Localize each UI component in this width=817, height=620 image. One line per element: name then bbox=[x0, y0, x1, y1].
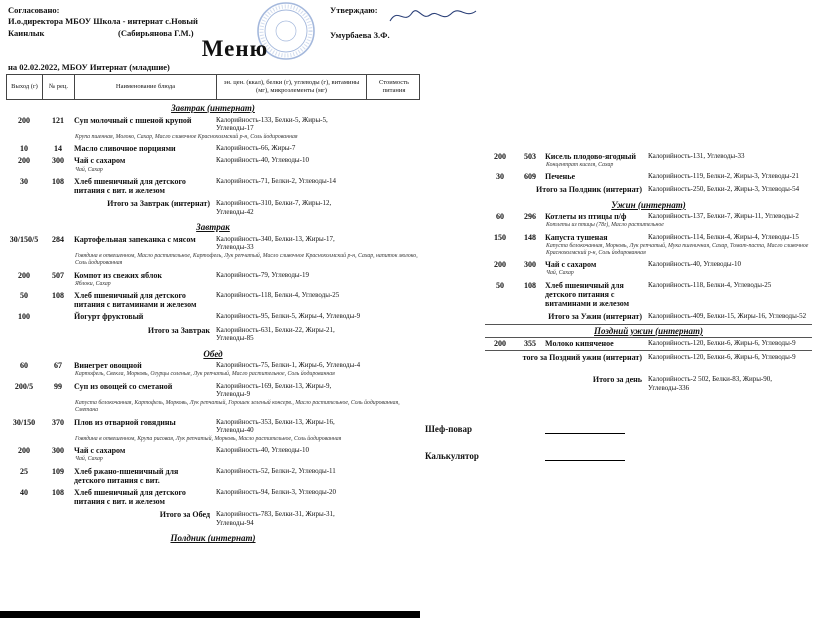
menu-row bbox=[485, 231, 812, 259]
section-total-row bbox=[6, 323, 420, 346]
nutrition-info: Калорийность-169, Белки-13, Жиры-9, Углеводы-9 bbox=[216, 381, 332, 399]
section-title-text: Завтрак (интернат) bbox=[171, 103, 255, 113]
recipe-number: 503 bbox=[524, 151, 536, 161]
table-header-row bbox=[6, 74, 420, 100]
section-total-label: Итого за Полдник (интернат) bbox=[536, 185, 642, 195]
menu-row bbox=[485, 279, 812, 310]
approved-name: Умурбаева З.Ф. bbox=[330, 30, 390, 41]
recipe-number: 109 bbox=[52, 466, 64, 476]
day-total-label: Итого за день bbox=[592, 375, 642, 385]
portion-size: 30 bbox=[20, 176, 28, 186]
recipe-number: 355 bbox=[524, 339, 536, 349]
column-header-recipe: № рец. bbox=[43, 75, 75, 99]
section-total-value: Калорийность-310, Белки-7, Жиры-12, Углеводы-42 bbox=[216, 199, 332, 216]
portion-size: 150 bbox=[494, 232, 506, 242]
column-header-cost: Стоимость питания bbox=[379, 78, 409, 94]
section-total-value: Калорийность-120, Белки-6, Жиры-6, Углеводы-9 bbox=[648, 353, 796, 362]
recipe-number: 108 bbox=[524, 280, 536, 290]
dish-name: Котлеты из птицы п/ф bbox=[545, 212, 627, 222]
dish-name: Масло сливочное порциями bbox=[74, 144, 176, 154]
portion-size: 25 bbox=[20, 466, 28, 476]
dish-name: Картофельная запеканка с мясом bbox=[74, 234, 196, 244]
section-title bbox=[6, 100, 420, 114]
recipe-number: 300 bbox=[52, 156, 64, 166]
section-title bbox=[485, 324, 812, 338]
dish-name: Суп из овощей со сметаной bbox=[74, 381, 173, 391]
section-title-text: Ужин (интернат) bbox=[611, 199, 686, 210]
recipe-number bbox=[42, 312, 74, 321]
day-total-row bbox=[485, 373, 812, 396]
section-total-row bbox=[6, 508, 420, 531]
dish-name: Печенье bbox=[545, 171, 576, 181]
ingredients-note: Капуста белокочанная, Морковь, Лук репчатый, Мука пшеничная, Сахар, Томат-паста, Масло сливочное Краснохолмский р-н, Соль йодированная bbox=[546, 242, 809, 256]
section-total-label: Итого за Завтрак (интернат) bbox=[107, 199, 210, 209]
portion-size: 60 bbox=[20, 361, 28, 371]
recipe-number: 609 bbox=[524, 171, 536, 181]
calculator-label: Калькулятор bbox=[425, 451, 479, 461]
nutrition-info: Калорийность-340, Белки-13, Жиры-17, Углеводы-33 bbox=[216, 234, 335, 252]
recipe-number: 108 bbox=[52, 176, 64, 186]
column-header-dish: Наименование блюда bbox=[75, 75, 217, 99]
dish-name: Хлеб ржано-пшеничный для детского питания с вит. bbox=[74, 466, 179, 485]
dish-name: Хлеб пшеничный для детского питания с витаминами и железом bbox=[74, 291, 197, 310]
dish-name: Капуста тушеная bbox=[545, 232, 608, 242]
dish-name: Молоко кипяченое bbox=[545, 339, 614, 349]
ingredients-note: Капуста белокочанная, Картофель, Морковь, Лук репчатый, Горошек зеленый консерв., Масло растительное, Соль йодированная, Сметана bbox=[75, 400, 400, 414]
ingredients-note: Чай, Сахар bbox=[75, 166, 103, 173]
menu-row bbox=[6, 360, 420, 380]
section-title-text: Обед bbox=[203, 348, 223, 359]
recipe-number: 108 bbox=[52, 291, 64, 301]
agreed-village: Каинлык bbox=[8, 27, 45, 38]
section-total-value: Калорийность-409, Белки-15, Жиры-16, Углеводы-52 bbox=[648, 312, 807, 321]
ingredients-note: Крупа пшенная, Молоко, Сахар, Масло сливочное Краснохолмский р-н, Соль йодированная bbox=[75, 134, 298, 140]
recipe-number: 300 bbox=[524, 260, 536, 270]
portion-size: 30/150 bbox=[12, 417, 36, 427]
recipe-number: 284 bbox=[52, 234, 64, 244]
portion-size: 60 bbox=[496, 212, 504, 222]
portion-size: 10 bbox=[20, 144, 28, 154]
section-title bbox=[6, 219, 420, 233]
ingredients-note: Говядина в отвешенном, Крупа рисовая, Лук репчатый, Морковь, Масло растительное, Соль йодированная bbox=[75, 436, 342, 443]
signature-scribble bbox=[388, 3, 478, 29]
menu-row bbox=[6, 465, 420, 486]
section-total-row bbox=[485, 310, 812, 324]
portion-size: 30 bbox=[496, 171, 504, 181]
nutrition-info: Калорийность-353, Белки-13, Жиры-16, Углеводы-40 bbox=[216, 417, 335, 435]
portion-size: 30/150/5 bbox=[9, 234, 39, 244]
dish-name: Хлеб пшеничный для детского питания с вит. и железом bbox=[74, 176, 186, 196]
menu-row bbox=[6, 143, 420, 155]
nutrition-info: Калорийность-71, Белки-2, Углеводы-14 bbox=[216, 176, 337, 185]
nutrition-info: Калорийность-119, Белки-2, Жиры-3, Углеводы-21 bbox=[648, 171, 799, 180]
section-total-value: Калорийность-631, Белки-22, Жиры-21, Углеводы-85 bbox=[216, 325, 335, 343]
nutrition-info: Калорийность-133, Белки-5, Жиры-5, Углеводы-17 bbox=[216, 115, 328, 133]
dish-name: Йогурт фруктовый bbox=[74, 312, 144, 322]
calculator-signature-row bbox=[425, 451, 685, 461]
dish-name: Компот из свежих яблок bbox=[74, 270, 163, 280]
nutrition-info: Калорийность-40, Углеводы-10 bbox=[648, 260, 741, 269]
menu-row bbox=[6, 155, 420, 175]
chef-signature-line bbox=[545, 424, 625, 434]
signatures-block bbox=[425, 424, 685, 478]
calculator-signature-line bbox=[545, 451, 625, 461]
menu-table-right-column bbox=[485, 150, 812, 395]
portion-size: 200 bbox=[18, 115, 30, 125]
section-title-text: Завтрак bbox=[196, 222, 230, 233]
dish-name: Хлеб пшеничный для детского питания с витаминами и железом bbox=[545, 280, 630, 308]
recipe-number: 108 bbox=[52, 488, 64, 498]
section-total-label: Итого за Завтрак bbox=[147, 325, 210, 335]
dish-name: Чай с сахаром bbox=[74, 156, 126, 166]
portion-size: 200 bbox=[18, 446, 30, 456]
menu-row bbox=[6, 269, 420, 289]
document-title: Меню bbox=[201, 36, 269, 61]
portion-size: 200 bbox=[18, 270, 30, 280]
ingredients-note: Говядина в отвешенном, Масло растительное, Картофель, Лук репчатый, Масло сливочное Краснохолмский р-н, Сахар, напиток молоко, Соль йодированная bbox=[75, 253, 418, 267]
section-total-row bbox=[485, 350, 812, 365]
menu-row bbox=[485, 211, 812, 231]
dish-name: Винегрет овощной bbox=[74, 361, 142, 371]
chef-signature-row bbox=[425, 424, 685, 434]
agreed-signature-name: (Сабирьянова Г.М.) bbox=[118, 27, 194, 38]
ingredients-note: Чай, Сахар bbox=[75, 456, 103, 463]
menu-row bbox=[6, 311, 420, 323]
nutrition-info: Калорийность-40, Углеводы-10 bbox=[216, 156, 309, 165]
section-total-label: Итого за Ужин (интернат) bbox=[548, 312, 642, 322]
menu-row bbox=[485, 170, 812, 182]
ingredients-note: Концентрат киселя, Сахар bbox=[546, 161, 614, 168]
nutrition-info: Калорийность-79, Углеводы-19 bbox=[216, 270, 309, 279]
section-total-value: Калорийность-783, Белки-31, Жиры-31, Углеводы-94 bbox=[216, 510, 335, 528]
nutrition-info: Калорийность-66, Жиры-7 bbox=[216, 144, 296, 153]
dish-name: Чай с сахаром bbox=[74, 446, 126, 456]
recipe-number: 148 bbox=[524, 232, 536, 242]
portion-size: 200/5 bbox=[14, 381, 34, 391]
menu-row bbox=[6, 380, 420, 416]
menu-row bbox=[6, 445, 420, 465]
section-title bbox=[6, 346, 420, 360]
dish-name: Чай с сахаром bbox=[545, 260, 597, 270]
dish-name: Плов из отварной говядины bbox=[74, 417, 176, 427]
agreed-label: Согласовано: bbox=[8, 5, 60, 15]
dish-name: Суп молочный с пшеной крупой bbox=[74, 115, 192, 125]
section-total-label: Итого за Обед bbox=[159, 510, 210, 520]
menu-row bbox=[485, 338, 812, 350]
nutrition-info: Калорийность-40, Углеводы-10 bbox=[216, 446, 309, 455]
section-total-row bbox=[485, 183, 812, 197]
section-title-text: Полдник (интернат) bbox=[170, 533, 256, 544]
menu-date-subtitle: на 02.02.2022, МБОУ Интернат (младшие) bbox=[8, 62, 170, 72]
agreed-director-line: И.о.директора МБОУ Школа - интернат с.Новый bbox=[8, 16, 198, 27]
nutrition-info: Калорийность-131, Углеводы-33 bbox=[648, 151, 745, 160]
nutrition-info: Калорийность-94, Белки-3, Углеводы-20 bbox=[216, 488, 337, 497]
nutrition-info: Калорийность-118, Белки-4, Углеводы-25 bbox=[216, 291, 340, 300]
nutrition-info: Калорийность-118, Белки-4, Углеводы-25 bbox=[648, 280, 772, 289]
portion-size: 50 bbox=[20, 291, 28, 301]
menu-row bbox=[6, 487, 420, 508]
portion-size: 50 bbox=[496, 280, 504, 290]
nutrition-info: Калорийность-52, Белки-2, Углеводы-11 bbox=[216, 466, 336, 475]
menu-row bbox=[6, 114, 420, 143]
day-total-value: Калорийность-2 502, Белки-83, Жиры-90, Углеводы-336 bbox=[648, 375, 772, 393]
column-header-nutrition: эн. цен. (ккал), белки (г), углеводы (г), витамины (мг), микроэлементы (мг) bbox=[217, 75, 367, 99]
section-title bbox=[6, 530, 420, 544]
recipe-number: 296 bbox=[524, 212, 536, 222]
ingredients-note: Котлеты из птицы (78г), Масло растительное bbox=[546, 222, 664, 229]
recipe-number: 121 bbox=[52, 115, 64, 125]
section-total-row bbox=[6, 197, 420, 220]
menu-row bbox=[6, 416, 420, 445]
menu-row bbox=[6, 233, 420, 269]
column-header-output: Выход (г) bbox=[7, 75, 43, 99]
portion-size: 200 bbox=[494, 339, 506, 349]
section-total-value: Калорийность-250, Белки-2, Жиры-3, Углеводы-54 bbox=[648, 185, 800, 194]
scan-artifact-bar bbox=[0, 611, 420, 618]
nutrition-info: Калорийность-75, Белки-1, Жиры-6, Углеводы-4 bbox=[216, 361, 361, 370]
portion-size: 100 bbox=[18, 312, 30, 322]
ingredients-note: Картофель, Свекла, Морковь, Огурцы соленые, Лук репчатый, Масло растительное, Соль йодированная bbox=[75, 371, 335, 378]
left-table-body bbox=[6, 100, 420, 544]
section-total-label: того за Поздний ужин (интернат) bbox=[522, 353, 642, 363]
menu-row bbox=[6, 290, 420, 311]
ingredients-note: Чай, Сахар bbox=[546, 270, 574, 277]
chef-label: Шеф-повар bbox=[425, 424, 473, 434]
section-title bbox=[485, 197, 812, 211]
recipe-number: 14 bbox=[54, 144, 62, 154]
recipe-number: 67 bbox=[54, 361, 62, 371]
dish-name: Хлеб пшеничный для детского питания с вит. и железом bbox=[74, 488, 186, 507]
recipe-number: 300 bbox=[52, 446, 64, 456]
nutrition-info: Калорийность-120, Белки-6, Жиры-6, Углеводы-9 bbox=[648, 339, 796, 348]
section-title-text: Поздний ужин (интернат) bbox=[594, 325, 703, 336]
nutrition-info: Калорийность-95, Белки-5, Жиры-4, Углеводы-9 bbox=[216, 312, 361, 321]
approved-label: Утверждаю: bbox=[330, 5, 378, 15]
portion-size: 200 bbox=[18, 156, 30, 166]
menu-row bbox=[485, 150, 812, 170]
portion-size: 200 bbox=[494, 260, 506, 270]
portion-size: 40 bbox=[20, 488, 28, 498]
recipe-number: 370 bbox=[52, 417, 64, 427]
menu-row bbox=[485, 259, 812, 279]
menu-row bbox=[6, 175, 420, 196]
nutrition-info: Калорийность-137, Белки-7, Жиры-11, Углеводы-2 bbox=[648, 212, 799, 221]
nutrition-info: Калорийность-114, Белки-4, Жиры-4, Углеводы-15 bbox=[648, 232, 799, 241]
menu-table-left-column bbox=[6, 74, 420, 544]
ingredients-note: Яблоки, Сахар bbox=[75, 280, 111, 287]
right-table-body bbox=[485, 150, 812, 365]
dish-name: Кисель плодово-ягодный bbox=[545, 151, 637, 161]
recipe-number: 507 bbox=[52, 270, 64, 280]
portion-size: 200 bbox=[494, 151, 506, 161]
recipe-number: 99 bbox=[54, 381, 62, 391]
